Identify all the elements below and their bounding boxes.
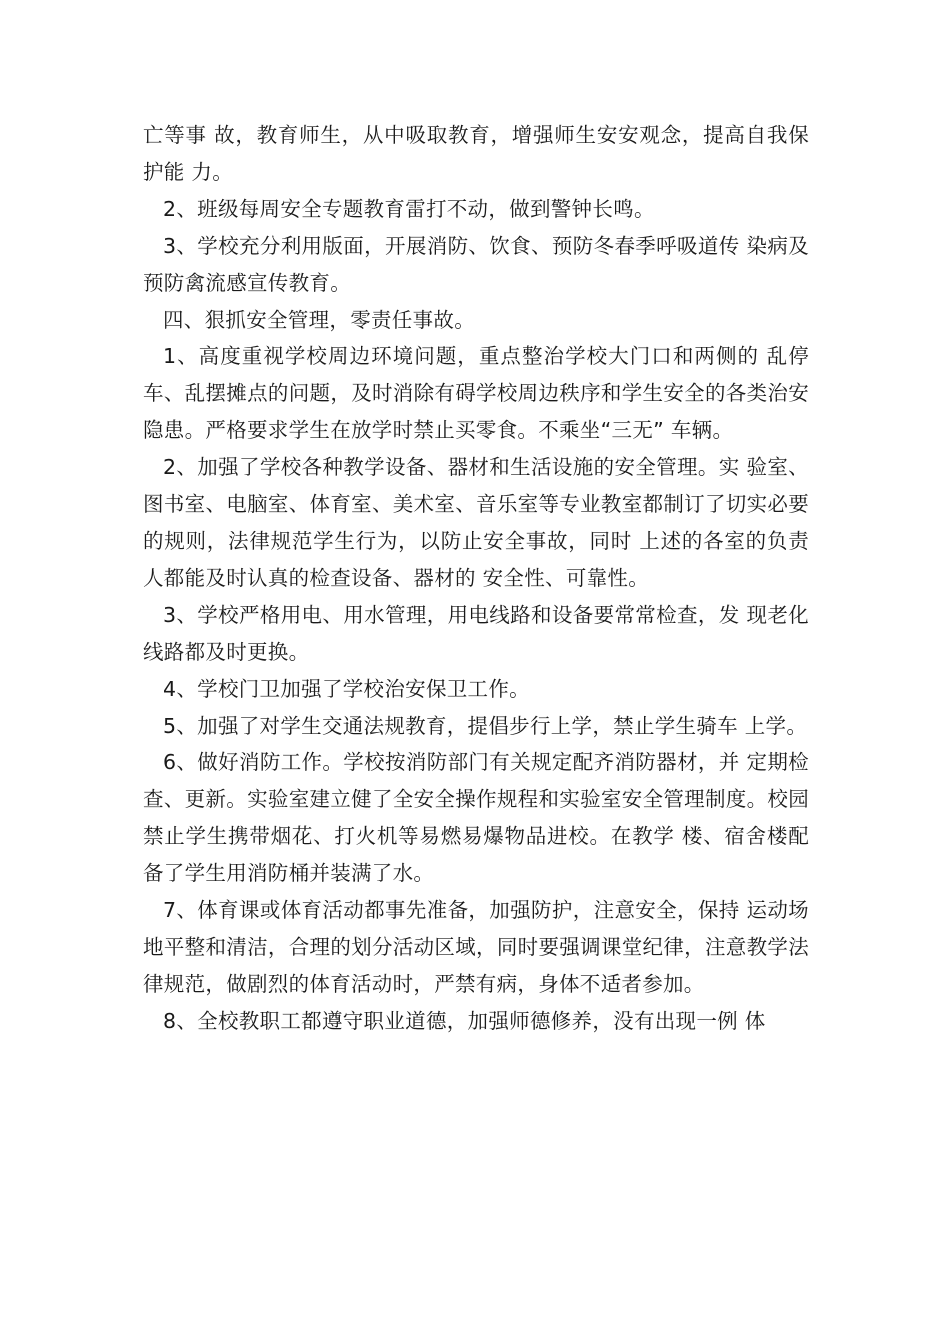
paragraph-10: 6、做好消防工作。学校按消防部门有关规定配齐消防器材，并 定期检查、更新。实验室建立健了全安全操作规程和实验室安全管理制度。校园禁止学生携带烟花、打火机等易燃易爆物品进校。在教学 楼、宿舍楼配备了学生用消防桶并装满了水。 [143, 750, 809, 886]
paragraph-11: 7、体育课或体育活动都事先准备，加强防护，注意安全，保持 运动场地平整和清洁，合理的划分活动区域，同时要强调课堂纪律，注意教学法律规范，做剧烈的体育活动时，严禁有病，身体不适者参加。 [143, 898, 809, 996]
paragraph-8: 4、学校门卫加强了学校治安保卫工作。 [163, 676, 530, 701]
paragraph-2: 2、班级每周安全专题教育雷打不动，做到警钟长鸣。 [163, 196, 655, 221]
paragraph-7: 3、学校严格用电、用水管理，用电线路和设备要常常检查，发 现老化线路都及时更换。 [143, 602, 809, 664]
section-heading-4: 四、狠抓安全管理，零责任事故。 [163, 307, 475, 332]
paragraph-9: 5、加强了对学生交通法规教育，提倡步行上学，禁止学生骑车 上学。 [163, 713, 808, 738]
document-body [143, 117, 809, 1040]
paragraph-12: 8、全校教职工都遵守职业道德，加强师德修养，没有出现一例 体 [163, 1008, 766, 1033]
paragraph-6: 2、加强了学校各种教学设备、器材和生活设施的安全管理。实 验室、图书室、电脑室、体育室、美术室、音乐室等专业教室都制订了切实必要的规则，法律规范学生行为，以防止安全事故，同时 上述的各室的负责人都能及时认真的检查设备、器材的 安全性、可靠性。 [143, 455, 809, 590]
paragraph-3: 3、学校充分利用版面，开展消防、饮食、预防冬春季呼吸道传 染病及预防禽流感宣传教育。 [143, 233, 809, 295]
paragraph-5: 1、高度重视学校周边环境问题，重点整治学校大门口和两侧的 乱停车、乱摆摊点的问题，及时消除有碍学校周边秩序和学生安全的各类治安隐患。严格要求学生在放学时禁止买零食。不乘坐“三无” 车辆。 [143, 344, 809, 443]
paragraph-1: 亡等事 故，教育师生，从中吸取教育，增强师生安安观念，提高自我保护能 力。 [143, 123, 809, 184]
